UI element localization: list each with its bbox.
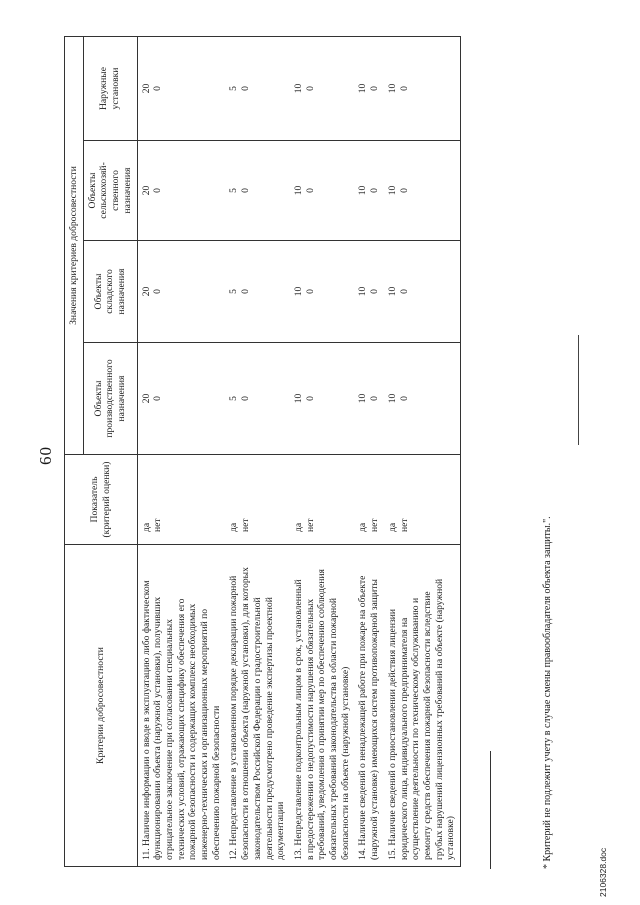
- value-cell: 10 0: [384, 241, 461, 343]
- header-values-group: Значения критериев добросовестности: [65, 36, 84, 454]
- indicator-options: да нет: [225, 455, 290, 545]
- value-cell: 20 0: [137, 343, 225, 455]
- header-criteria: Критерии добросовестности: [65, 545, 138, 867]
- value-cell: 10 0: [354, 343, 383, 455]
- value-cell: 10 0: [290, 343, 355, 455]
- table-row: [225, 36, 290, 866]
- indicator-options: да нет: [290, 455, 355, 545]
- value-cell: 5 0: [225, 36, 290, 140]
- header-production-objects: Объекты производственного назначения: [83, 343, 137, 455]
- criteria-table: [64, 36, 461, 867]
- value-cell: 10 0: [354, 36, 383, 140]
- page-number: 60: [36, 446, 55, 465]
- header-indicator: Показатель (критерий оценки): [65, 455, 138, 545]
- footnote-rule: [490, 751, 491, 869]
- criterion-text: 14. Наличие сведений о ненадлежащей работе при пожаре на объекте (наружной установке) имеющихся систем противопожарной защиты: [354, 545, 383, 867]
- value-cell: 5 0: [225, 241, 290, 343]
- footnote: * Критерий не подлежит учету в случае смены правообладателя объекта защиты.".: [542, 516, 553, 869]
- value-cell: 10 0: [384, 141, 461, 241]
- value-cell: 10 0: [290, 36, 355, 140]
- value-cell: 10 0: [354, 141, 383, 241]
- doc-id: 2106328.doc: [598, 847, 608, 897]
- table-row: [290, 36, 355, 866]
- value-cell: 10 0: [384, 343, 461, 455]
- indicator-options: да нет: [354, 455, 383, 545]
- value-cell: 20 0: [137, 36, 225, 140]
- table-row: [354, 36, 383, 866]
- value-cell: 20 0: [137, 141, 225, 241]
- value-cell: 5 0: [225, 343, 290, 455]
- indicator-options: да нет: [384, 455, 461, 545]
- header-outdoor-installations: Наружные установки: [83, 36, 137, 140]
- criterion-text: 12. Непредставление в установленном порядке декларации пожарной безопасности в отношении объекта (наружной установки), для которых законодательством Российской Федерации о градостроительной деятельности предусмотрено проведение экспертизы проектной документации: [225, 545, 290, 867]
- criterion-text: 13. Непредставление подконтрольным лицом в срок, установленный в предостережении о недопустимости нарушения обязательных требований, уведомления о принятии мер по обеспечению соблюдения обязательных требований законодательства в области пожарной безопасности на объекте (наружной установке): [290, 545, 355, 867]
- table-row: [137, 36, 225, 866]
- table-row: [384, 36, 461, 866]
- indicator-options: да нет: [137, 455, 225, 545]
- value-cell: 10 0: [384, 36, 461, 140]
- value-cell: 5 0: [225, 141, 290, 241]
- criterion-text: 11. Наличие информации о вводе в эксплуатацию либо фактическом функционировании объекта (наружной установки), получивших отрицательное заключение при согласовании специальных технических условий, отражающих специфику обеспечения его пожарной безопасности и содержащих комплекс необходимых инженерно-технических и организационных мероприятий по обеспечению пожарной безопасности: [137, 545, 225, 867]
- header-agricultural-objects: Объекты сельскохозяй- ственного назначения: [83, 141, 137, 241]
- divider-line: [578, 335, 579, 445]
- criterion-text: 15. Наличие сведений о приостановлении действия лицензии юридического лица, индивидуального предпринимателя на осуществление деятельности по техническому обслуживанию и ремонту средств обеспечения пожарной безопасности вследствие грубых нарушений лицензионных требований на объекте (наружной установке): [384, 545, 461, 867]
- header-warehouse-objects: Объекты складского назначения: [83, 241, 137, 343]
- value-cell: 20 0: [137, 241, 225, 343]
- value-cell: 10 0: [290, 141, 355, 241]
- value-cell: 10 0: [290, 241, 355, 343]
- value-cell: 10 0: [354, 241, 383, 343]
